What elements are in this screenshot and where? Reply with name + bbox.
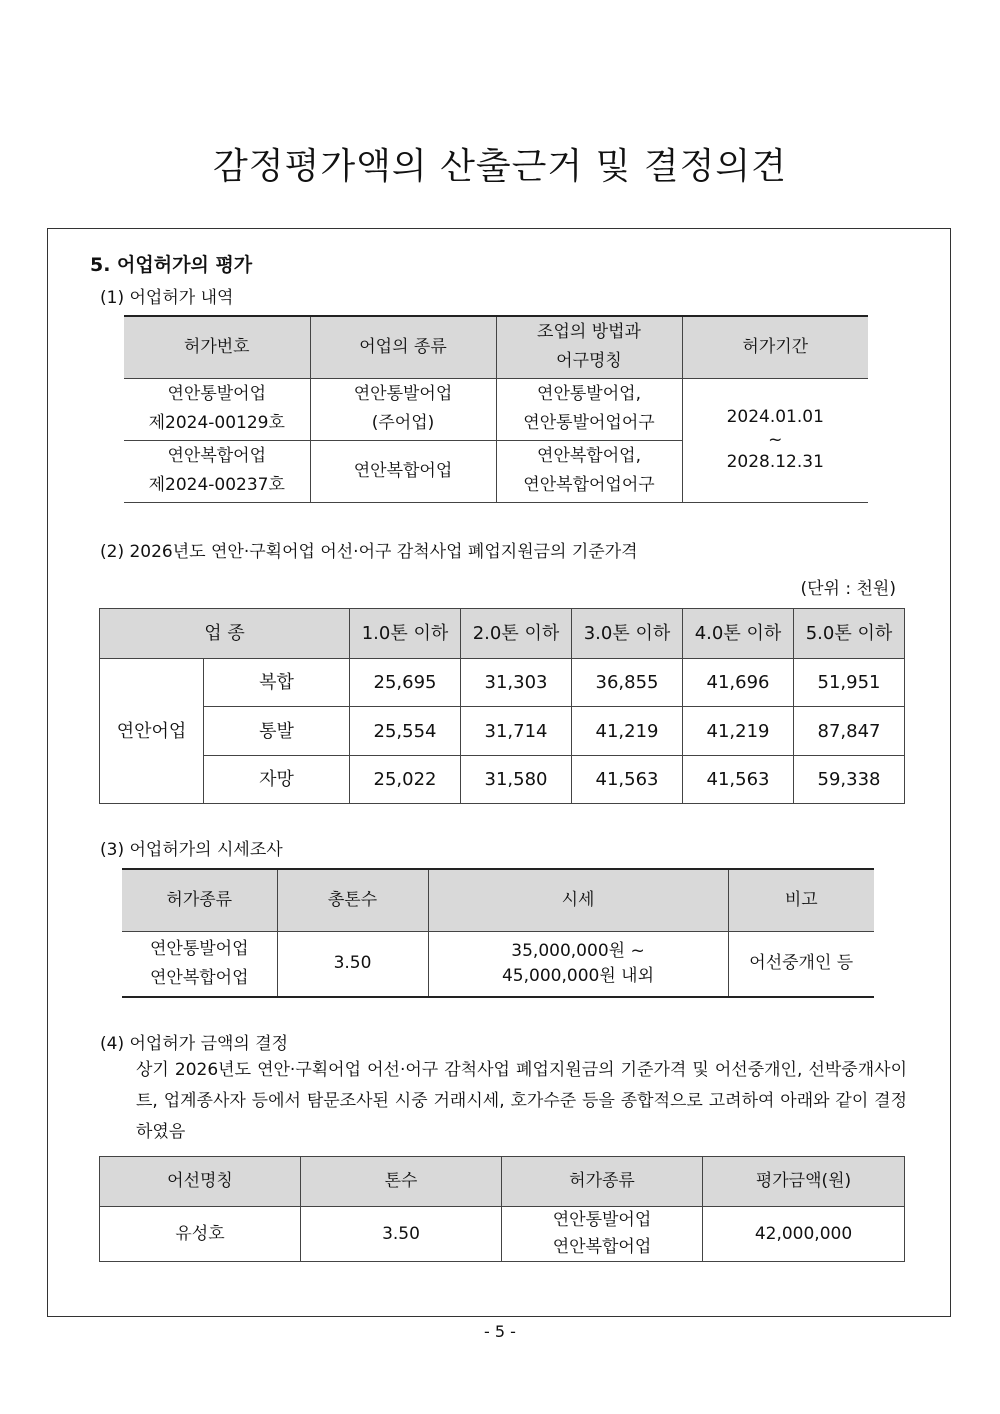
- type-cell: 통발: [204, 707, 350, 756]
- value-cell: 31,580: [461, 756, 572, 804]
- table-row: [100, 1207, 905, 1262]
- page-title: 감정평가액의 산출근거 및 결정의견: [213, 146, 787, 187]
- period-cell: [682, 378, 868, 502]
- header-method: [496, 316, 682, 378]
- market-price-cell: [428, 931, 728, 997]
- header-vessel-name: 어선명칭: [100, 1157, 301, 1207]
- license-type-text: 연안복합어업: [167, 446, 267, 466]
- license-kind-cell: [122, 931, 277, 997]
- header-tonnage-1: 1.0톤 이하: [350, 609, 461, 659]
- header-method-line1: 조업의 방법과: [537, 322, 641, 343]
- appraised-amount-cell: 42,000,000: [703, 1207, 905, 1262]
- license-details-table: [124, 315, 868, 503]
- base-price-table: [99, 608, 905, 804]
- header-tonnage-4: 4.0톤 이하: [683, 609, 794, 659]
- method-text: 연안통발어업,: [537, 384, 641, 404]
- value-cell: 41,563: [572, 756, 683, 804]
- value-cell: 25,022: [350, 756, 461, 804]
- gear-text: 연안복합어업어구: [523, 475, 655, 495]
- gear-text: 연안통발어업어구: [523, 413, 655, 433]
- type-cell: 자망: [204, 756, 350, 804]
- value-cell: 36,855: [572, 659, 683, 707]
- decision-paragraph: 상기 2026년도 연안·구획어업 어선·어구 감척사업 폐업지원금의 기준가격 및 어선중개인, 선박중개사이트, 업계종사자 등에서 탐문조사된 시중 거래시세, 호가수준 등을 종합적으로 고려하여 아래와 같이 결정하였음: [136, 1060, 907, 1142]
- value-cell: 25,695: [350, 659, 461, 707]
- remarks-cell: 어선중개인 등: [728, 931, 874, 997]
- period-start: 2024.01.01: [726, 407, 824, 427]
- fishery-type-cell: [310, 378, 496, 440]
- subsection-3-heading: (3) 어업허가의 시세조사: [100, 840, 283, 860]
- price-range-high: 45,000,000원 내외: [501, 965, 654, 986]
- header-tonnage-3: 3.0톤 이하: [572, 609, 683, 659]
- table-row: [100, 756, 905, 804]
- subsection-2-heading: (2) 2026년도 연안·구획어업 어선·어구 감척사업 폐업지원금의 기준가격: [100, 542, 638, 562]
- value-cell: 41,219: [572, 707, 683, 756]
- license-kind-line2: 연안복합어업: [149, 967, 249, 988]
- header-tonnage-5: 5.0톤 이하: [794, 609, 905, 659]
- value-cell: 31,714: [461, 707, 572, 756]
- header-license-number: 허가번호: [124, 316, 310, 378]
- header-tonnage: 톤수: [301, 1157, 502, 1207]
- page-number: - 5 -: [484, 1322, 516, 1341]
- table-row: [100, 659, 905, 707]
- type-cell: 복합: [204, 659, 350, 707]
- section-heading: 5. 어업허가의 평가: [90, 254, 253, 276]
- license-number-text: 제2024-00129호: [148, 413, 285, 433]
- value-cell: 87,847: [794, 707, 905, 756]
- fishery-type-text: 연안통발어업: [353, 384, 453, 404]
- header-fishery-type: 어업의 종류: [310, 316, 496, 378]
- value-cell: 59,338: [794, 756, 905, 804]
- market-survey-table: [122, 868, 874, 998]
- license-number-text: 제2024-00237호: [148, 475, 285, 495]
- subsection-1-heading: (1) 어업허가 내역: [100, 288, 234, 308]
- vessel-name-cell: 유성호: [100, 1207, 301, 1262]
- group-cell: 연안어업: [100, 659, 204, 804]
- price-range-low: 35,000,000원 ~: [511, 940, 645, 961]
- value-cell: 41,696: [683, 659, 794, 707]
- fishery-type-cell: 연안복합어업: [310, 440, 496, 502]
- fishery-type-note: (주어업): [371, 413, 435, 433]
- valuation-table: [99, 1156, 905, 1262]
- table-row: [124, 378, 868, 440]
- license-kind-line1: 연안통발어업: [552, 1210, 652, 1230]
- value-cell: 25,554: [350, 707, 461, 756]
- method-text: 연안복합어업,: [537, 446, 641, 466]
- table-row: [122, 931, 874, 997]
- method-cell: [496, 440, 682, 502]
- table-row: [100, 707, 905, 756]
- header-license-kind: 허가종류: [502, 1157, 703, 1207]
- license-number-cell: [124, 378, 310, 440]
- license-kind-line2: 연안복합어업: [552, 1237, 652, 1257]
- gross-tonnage-cell: 3.50: [277, 931, 428, 997]
- header-gross-tonnage: 총톤수: [277, 869, 428, 931]
- value-cell: 31,303: [461, 659, 572, 707]
- subsection-4-heading: (4) 어업허가 금액의 결정: [100, 1034, 289, 1054]
- license-number-cell: [124, 440, 310, 502]
- license-kind-cell: [502, 1207, 703, 1262]
- header-tonnage-2: 2.0톤 이하: [461, 609, 572, 659]
- tonnage-cell: 3.50: [301, 1207, 502, 1262]
- header-appraised-amount: 평가금액(원): [703, 1157, 905, 1207]
- header-market-price: 시세: [428, 869, 728, 931]
- license-type-text: 연안통발어업: [167, 384, 267, 404]
- unit-label: (단위 : 천원): [800, 579, 896, 599]
- period-tilde: ~: [768, 430, 783, 450]
- value-cell: 41,563: [683, 756, 794, 804]
- header-license-kind: 허가종류: [122, 869, 277, 931]
- header-remarks: 비고: [728, 869, 874, 931]
- header-business-type: 업 종: [100, 609, 350, 659]
- value-cell: 51,951: [794, 659, 905, 707]
- method-cell: [496, 378, 682, 440]
- license-kind-line1: 연안통발어업: [149, 938, 249, 959]
- header-method-line2: 어구명칭: [556, 351, 622, 372]
- period-end: 2028.12.31: [726, 452, 824, 472]
- header-period: 허가기간: [682, 316, 868, 378]
- value-cell: 41,219: [683, 707, 794, 756]
